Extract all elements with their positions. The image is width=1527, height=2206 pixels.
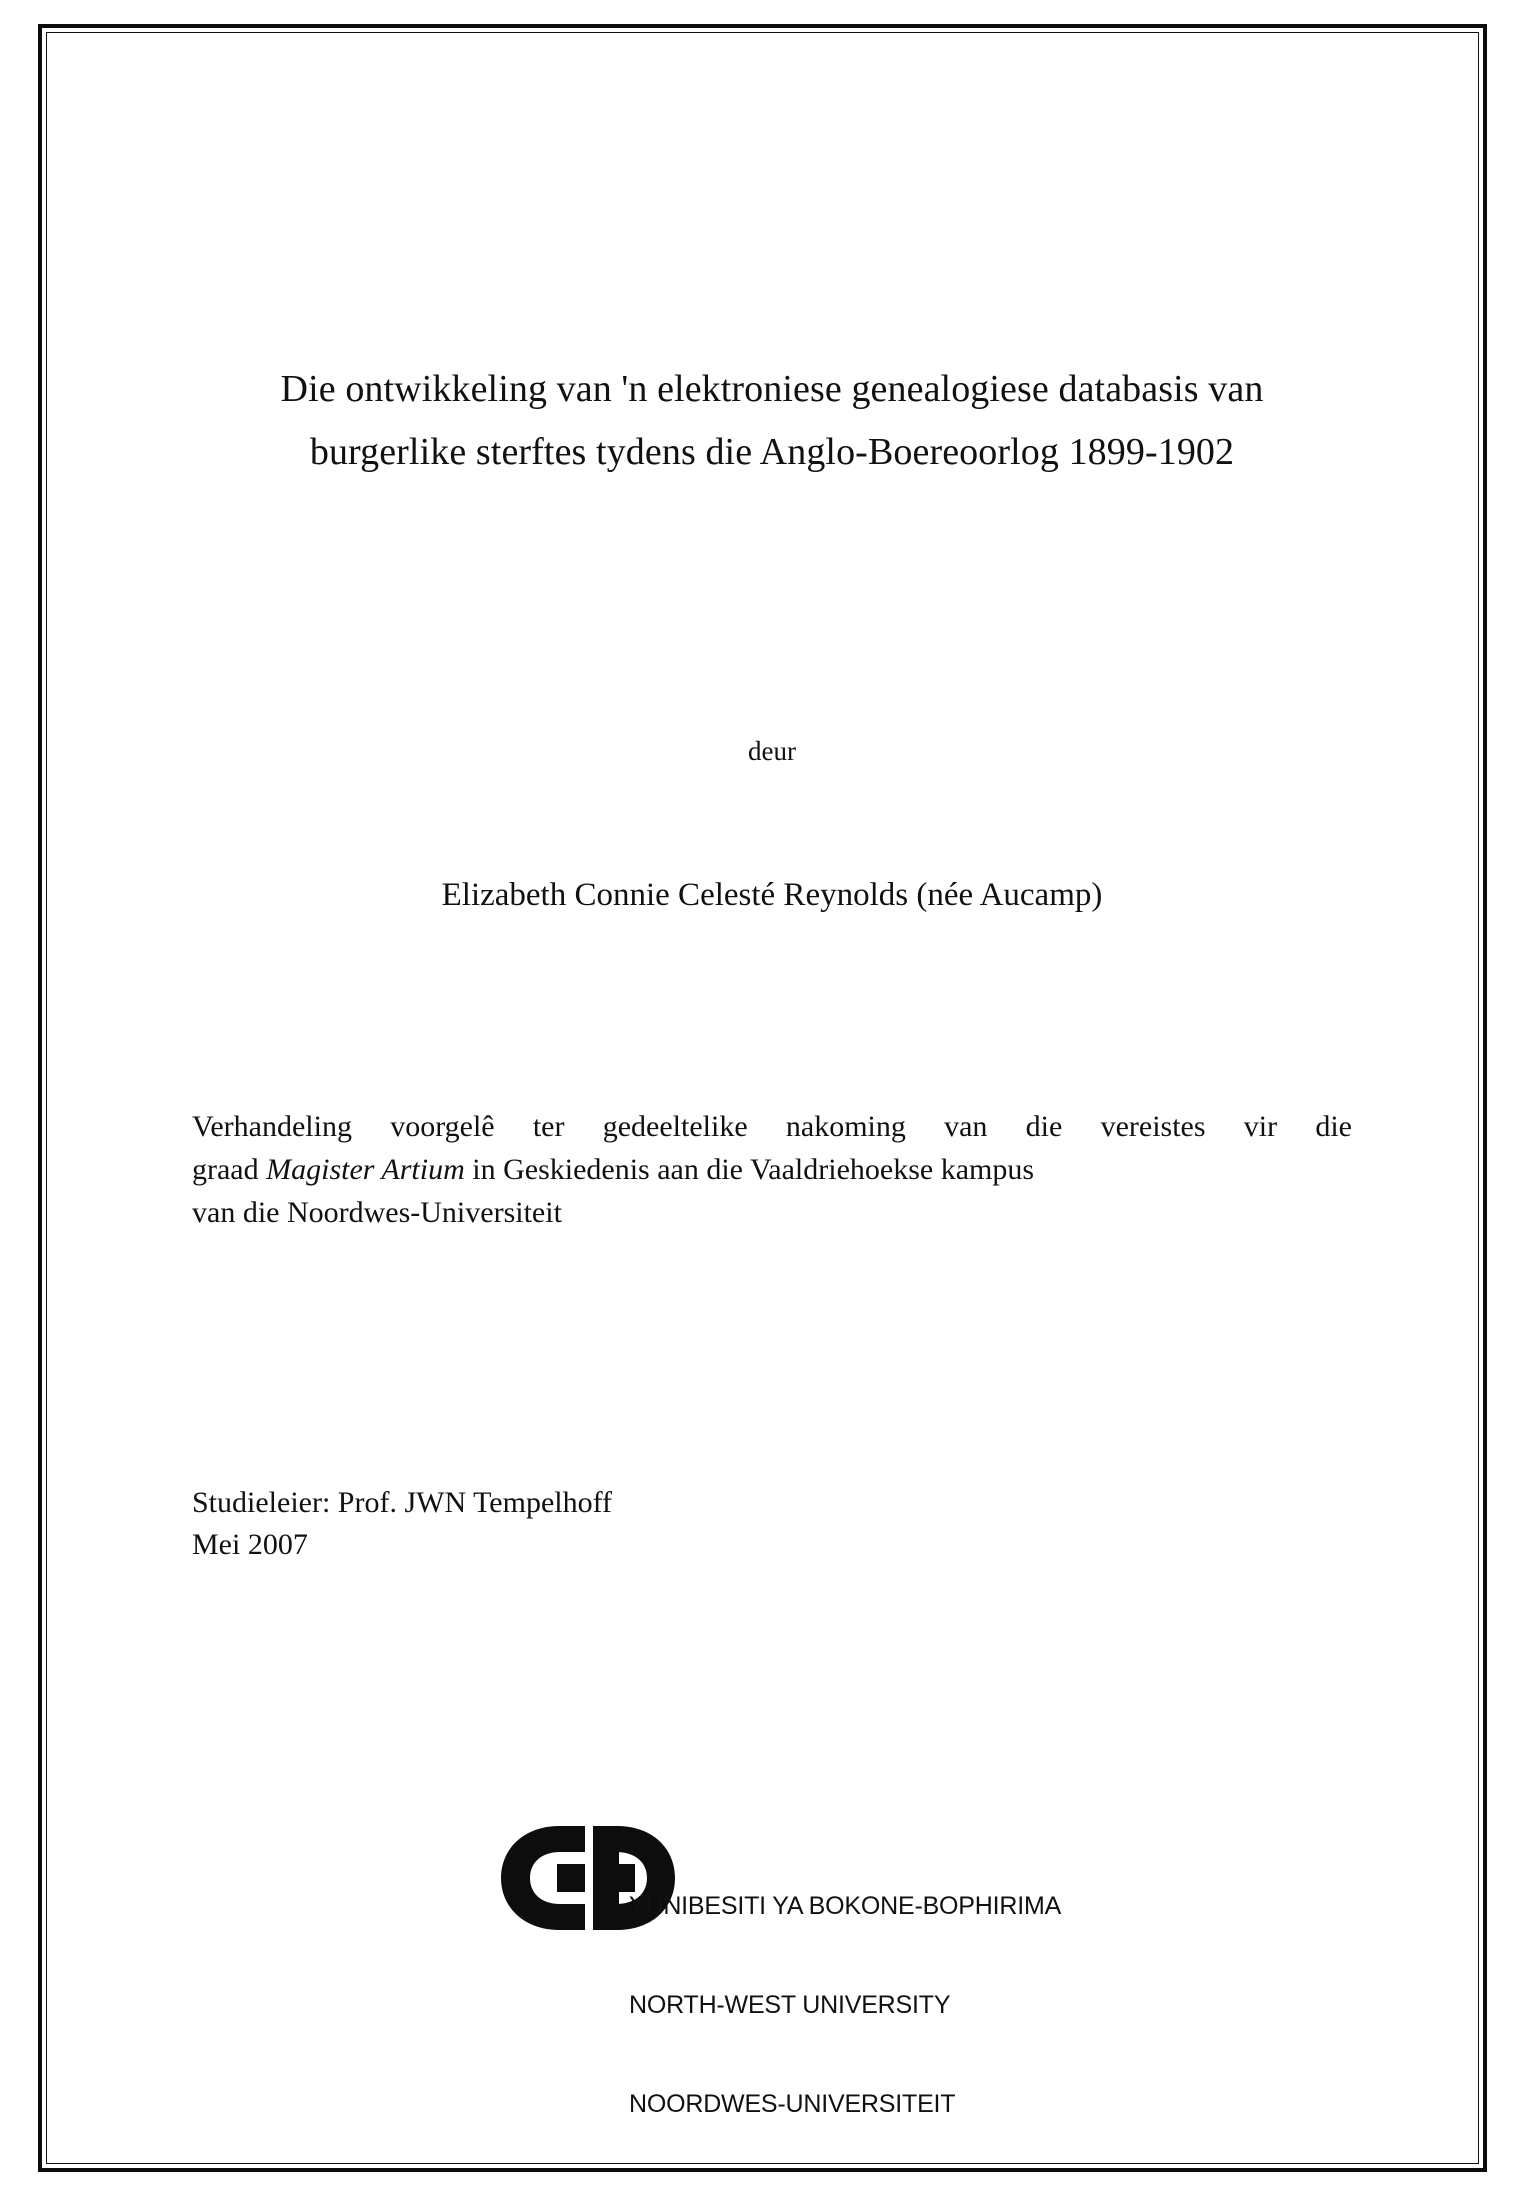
author-name: Elizabeth Connie Celesté Reynolds (née Aucamp)	[441, 877, 1103, 914]
supervisor-block	[192, 1482, 1352, 1565]
degree-name: Magister Artium	[266, 1152, 465, 1186]
degree-statement-line-2-suffix: in Geskiedenis aan die Vaaldriehoekse kampus	[464, 1152, 1035, 1186]
title-page-content	[192, 358, 1352, 1565]
university-logo	[497, 1818, 1137, 2118]
thesis-title-line-1: Die ontwikkeling van 'n elektroniese genealogiese databasis van	[280, 368, 1264, 410]
degree-statement-line-2-prefix: graad	[192, 1152, 267, 1186]
logo-text-line-2: NORTH-WEST UNIVERSITY	[629, 1991, 951, 2019]
page-border-frame	[38, 24, 1487, 2172]
degree-statement-line-3: van die Noordwes-Universiteit	[192, 1195, 562, 1229]
by-label: deur	[748, 736, 796, 767]
degree-statement-line-2	[192, 1149, 1352, 1192]
logo-text-line-3: NOORDWES-UNIVERSITEIT	[629, 2090, 956, 2118]
logo-text-line-1: YUNIBESITI YA BOKONE-BOPHIRIMA	[629, 1892, 1062, 1920]
thesis-title-line-2: burgerlike sterftes tydens die Anglo-Boereoorlog 1899-1902	[309, 430, 1235, 473]
degree-statement-line-1: Verhandeling voorgelê ter gedeeltelike nakoming van die vereistes vir die	[192, 1110, 1352, 1144]
university-logo-text	[629, 1824, 1061, 2187]
degree-statement	[192, 1106, 1352, 1234]
date-line: Mei 2007	[192, 1527, 308, 1561]
page-title	[192, 358, 1352, 483]
supervisor-line: Studieleier: Prof. JWN Tempelhoff	[192, 1486, 613, 1520]
